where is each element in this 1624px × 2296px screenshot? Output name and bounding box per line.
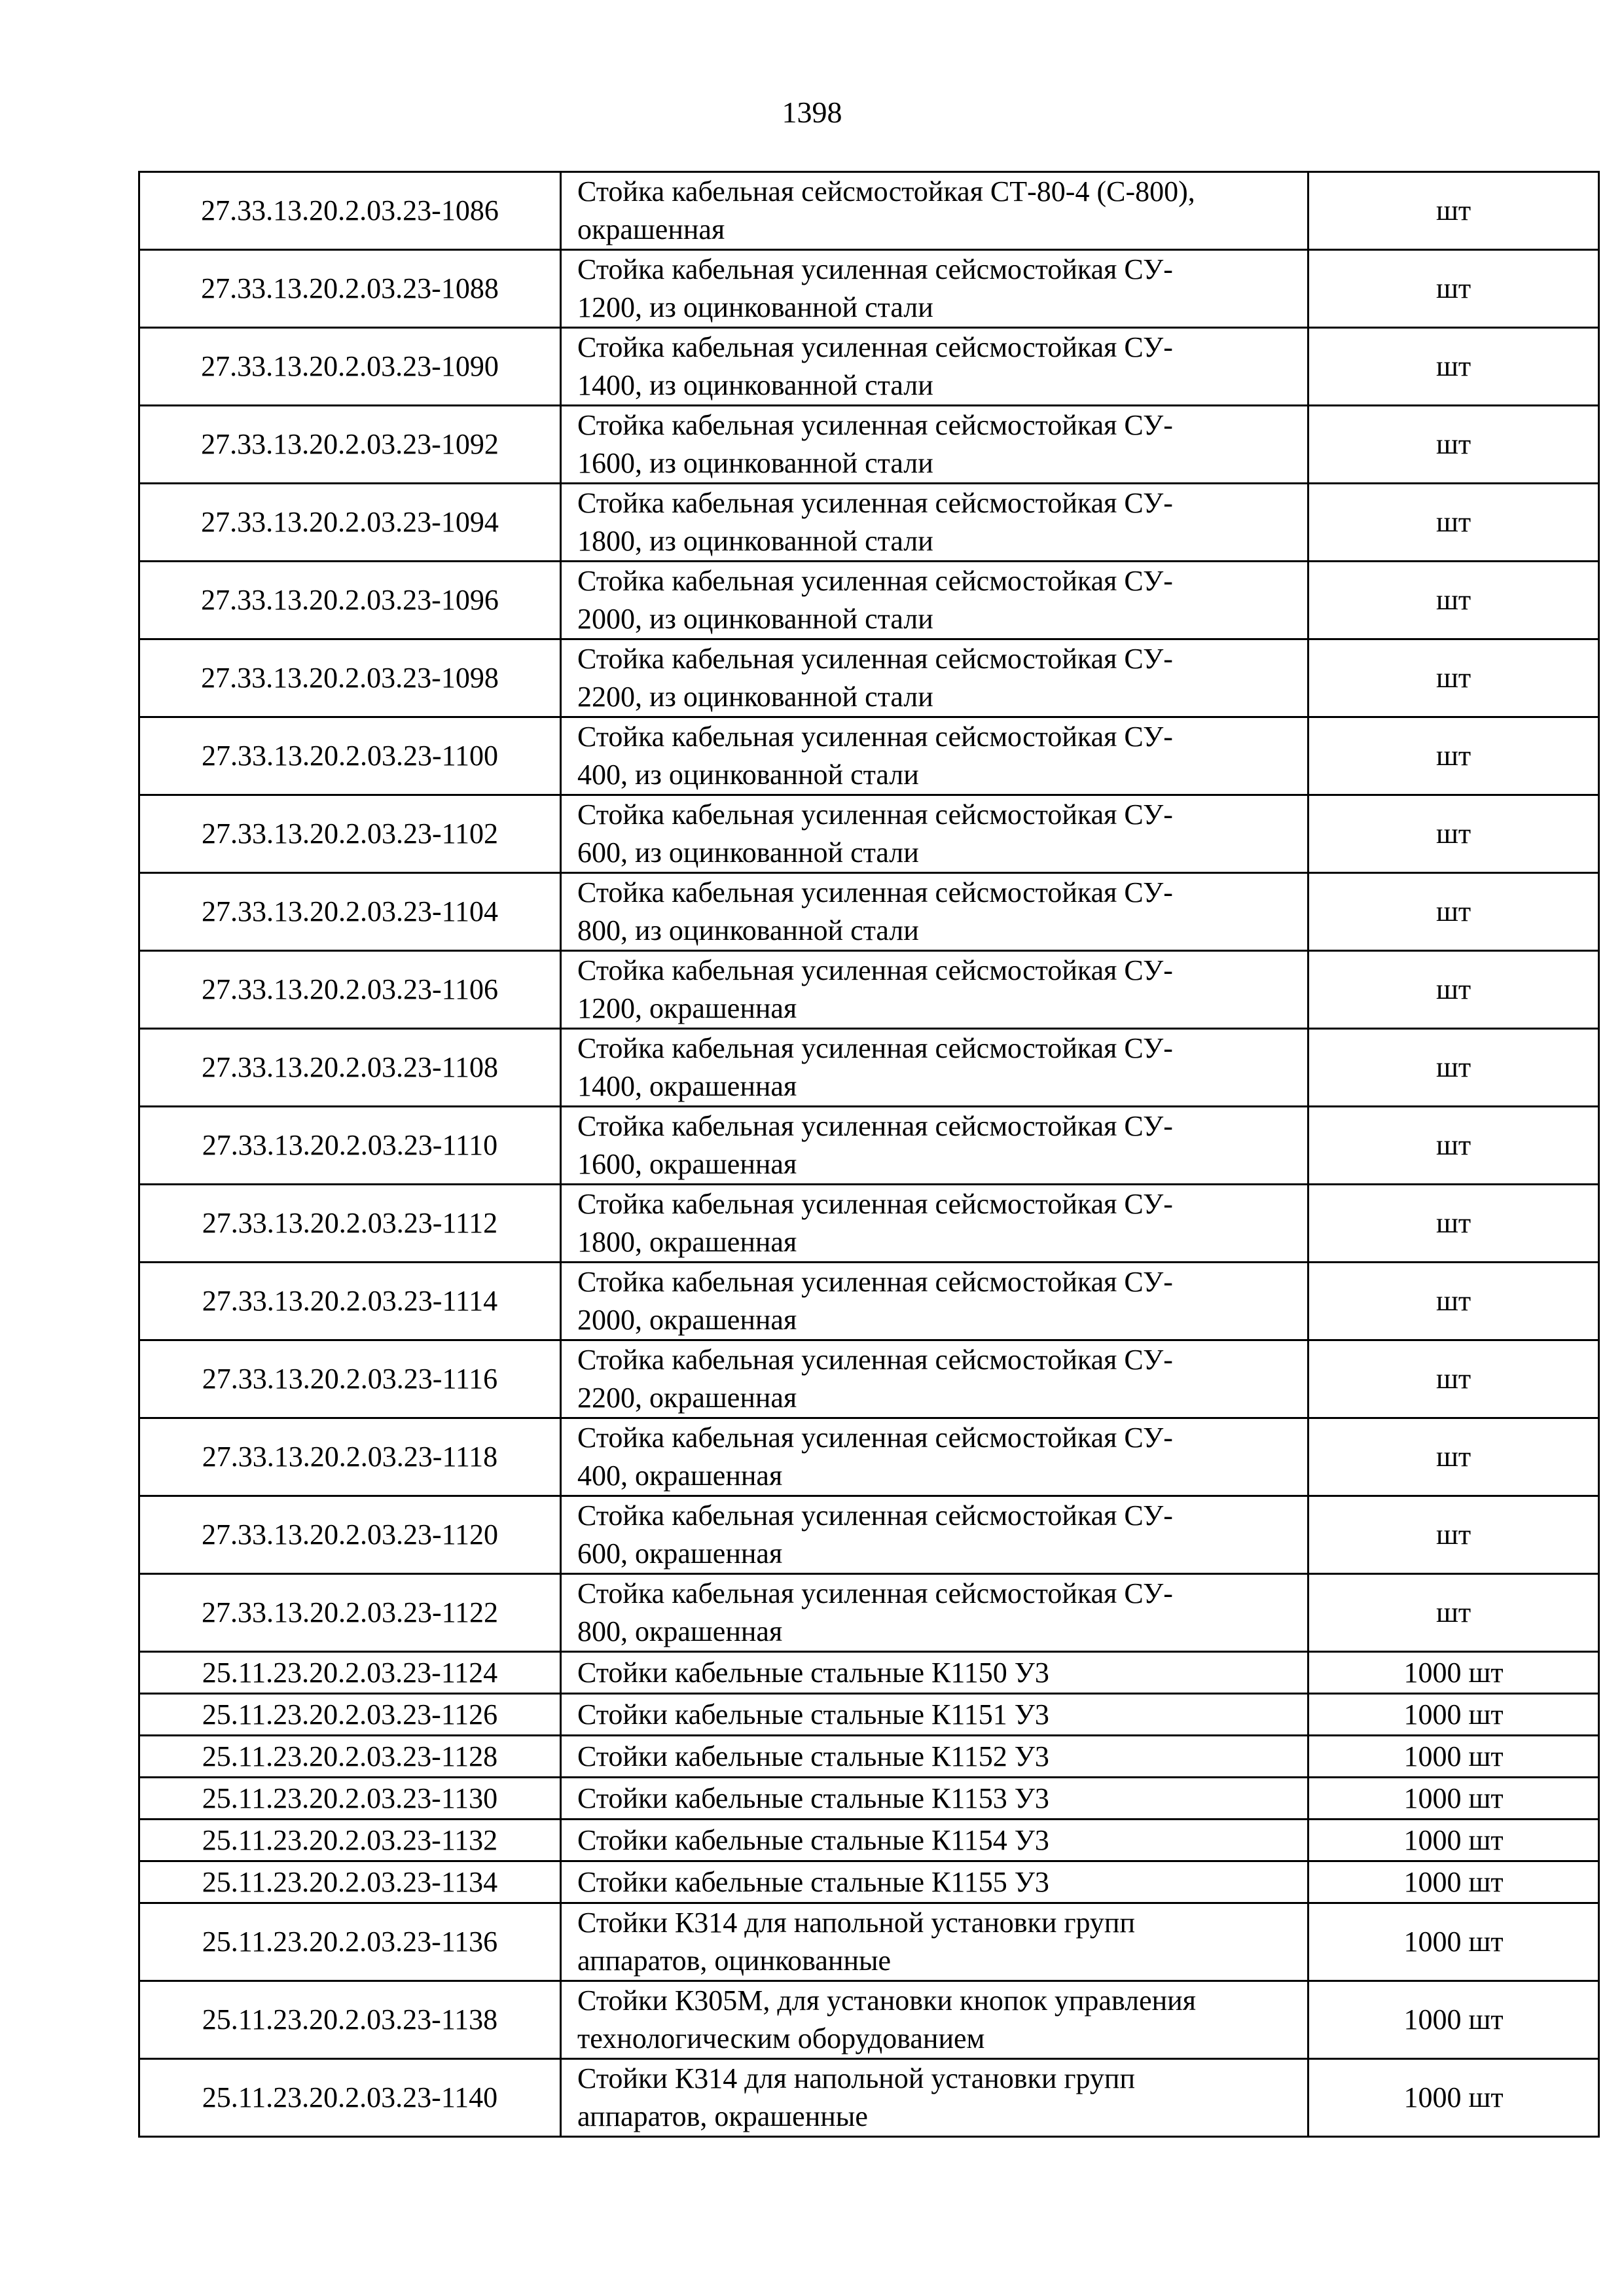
- resource-code: 27.33.13.20.2.03.23-1114: [139, 1263, 561, 1340]
- resource-code: 25.11.23.20.2.03.23-1126: [139, 1694, 561, 1736]
- unit-of-measure: шт: [1308, 1418, 1599, 1496]
- unit-of-measure: шт: [1308, 639, 1599, 717]
- unit-of-measure: 1000 шт: [1308, 1778, 1599, 1820]
- table-row: [139, 1185, 1599, 1263]
- table-row: [139, 562, 1599, 639]
- table-row: [139, 795, 1599, 873]
- resource-name: Стойка кабельная усиленная сейсмостойкая СУ- 1600, из оцинкованной стали: [561, 406, 1308, 484]
- resource-code: 25.11.23.20.2.03.23-1136: [139, 1903, 561, 1981]
- unit-of-measure: шт: [1308, 328, 1599, 406]
- resource-name: Стойки кабельные стальные К1154 У3: [561, 1820, 1308, 1861]
- table-row: [139, 1778, 1599, 1820]
- resource-code: 27.33.13.20.2.03.23-1098: [139, 639, 561, 717]
- table-row: [139, 1694, 1599, 1736]
- resource-code: 27.33.13.20.2.03.23-1110: [139, 1107, 561, 1185]
- resource-code: 27.33.13.20.2.03.23-1088: [139, 250, 561, 328]
- resource-name: Стойка кабельная усиленная сейсмостойкая СУ- 1600, окрашенная: [561, 1107, 1308, 1185]
- unit-of-measure: 1000 шт: [1308, 1903, 1599, 1981]
- table-row: [139, 639, 1599, 717]
- table-row: [139, 1820, 1599, 1861]
- unit-of-measure: 1000 шт: [1308, 1736, 1599, 1778]
- resource-name: Стойка кабельная усиленная сейсмостойкая СУ- 800, из оцинкованной стали: [561, 873, 1308, 951]
- unit-of-measure: шт: [1308, 484, 1599, 562]
- resource-code: 27.33.13.20.2.03.23-1116: [139, 1340, 561, 1418]
- unit-of-measure: шт: [1308, 1574, 1599, 1652]
- resource-name: Стойка кабельная усиленная сейсмостойкая СУ- 600, окрашенная: [561, 1496, 1308, 1574]
- resource-code: 27.33.13.20.2.03.23-1096: [139, 562, 561, 639]
- resource-code: 27.33.13.20.2.03.23-1094: [139, 484, 561, 562]
- resource-code: 27.33.13.20.2.03.23-1092: [139, 406, 561, 484]
- table-row: [139, 717, 1599, 795]
- resource-name: Стойки кабельные стальные К1151 У3: [561, 1694, 1308, 1736]
- table-row: [139, 1861, 1599, 1903]
- resource-name: Стойки кабельные стальные К1155 У3: [561, 1861, 1308, 1903]
- resource-name: Стойки К314 для напольной установки групп аппаратов, окрашенные: [561, 2059, 1308, 2137]
- table-row: [139, 1903, 1599, 1981]
- table-row: [139, 951, 1599, 1029]
- resource-code: 27.33.13.20.2.03.23-1086: [139, 172, 561, 250]
- resource-name: Стойка кабельная усиленная сейсмостойкая СУ- 2200, окрашенная: [561, 1340, 1308, 1418]
- resource-name: Стойка кабельная усиленная сейсмостойкая СУ- 2000, окрашенная: [561, 1263, 1308, 1340]
- table-row: [139, 873, 1599, 951]
- resource-name: Стойка кабельная усиленная сейсмостойкая СУ- 1800, из оцинкованной стали: [561, 484, 1308, 562]
- resource-code: 25.11.23.20.2.03.23-1138: [139, 1981, 561, 2059]
- unit-of-measure: 1000 шт: [1308, 1820, 1599, 1861]
- resource-code: 27.33.13.20.2.03.23-1090: [139, 328, 561, 406]
- resource-name: Стойки кабельные стальные К1152 У3: [561, 1736, 1308, 1778]
- table-row: [139, 1652, 1599, 1694]
- table-row: [139, 1981, 1599, 2059]
- table-row: [139, 1029, 1599, 1107]
- table-row: [139, 1418, 1599, 1496]
- resource-code: 27.33.13.20.2.03.23-1106: [139, 951, 561, 1029]
- unit-of-measure: шт: [1308, 1107, 1599, 1185]
- resource-name: Стойка кабельная усиленная сейсмостойкая СУ- 400, из оцинкованной стали: [561, 717, 1308, 795]
- unit-of-measure: 1000 шт: [1308, 1981, 1599, 2059]
- unit-of-measure: шт: [1308, 1496, 1599, 1574]
- resource-code: 25.11.23.20.2.03.23-1130: [139, 1778, 561, 1820]
- unit-of-measure: шт: [1308, 172, 1599, 250]
- unit-of-measure: 1000 шт: [1308, 1694, 1599, 1736]
- unit-of-measure: шт: [1308, 406, 1599, 484]
- table-row: [139, 1340, 1599, 1418]
- resource-name: Стойки К305М, для установки кнопок управления технологическим оборудованием: [561, 1981, 1308, 2059]
- resource-name: Стойка кабельная усиленная сейсмостойкая СУ- 800, окрашенная: [561, 1574, 1308, 1652]
- unit-of-measure: шт: [1308, 951, 1599, 1029]
- resource-name: Стойки кабельные стальные К1150 У3: [561, 1652, 1308, 1694]
- table-row: [139, 250, 1599, 328]
- resource-name: Стойка кабельная усиленная сейсмостойкая СУ- 2200, из оцинкованной стали: [561, 639, 1308, 717]
- resource-name: Стойка кабельная усиленная сейсмостойкая СУ- 400, окрашенная: [561, 1418, 1308, 1496]
- unit-of-measure: шт: [1308, 250, 1599, 328]
- table-row: [139, 1107, 1599, 1185]
- resource-code: 27.33.13.20.2.03.23-1108: [139, 1029, 561, 1107]
- unit-of-measure: шт: [1308, 873, 1599, 951]
- unit-of-measure: 1000 шт: [1308, 1861, 1599, 1903]
- table-row: [139, 1574, 1599, 1652]
- table-row: [139, 484, 1599, 562]
- resource-name: Стойка кабельная усиленная сейсмостойкая СУ- 1200, из оцинкованной стали: [561, 250, 1308, 328]
- unit-of-measure: шт: [1308, 717, 1599, 795]
- resource-name: Стойки кабельные стальные К1153 У3: [561, 1778, 1308, 1820]
- unit-of-measure: шт: [1308, 1340, 1599, 1418]
- resource-code: 27.33.13.20.2.03.23-1122: [139, 1574, 561, 1652]
- resource-code: 27.33.13.20.2.03.23-1102: [139, 795, 561, 873]
- resource-name: Стойка кабельная усиленная сейсмостойкая СУ- 1200, окрашенная: [561, 951, 1308, 1029]
- resource-code: 27.33.13.20.2.03.23-1100: [139, 717, 561, 795]
- unit-of-measure: шт: [1308, 1029, 1599, 1107]
- unit-of-measure: шт: [1308, 795, 1599, 873]
- resource-name: Стойка кабельная усиленная сейсмостойкая СУ- 1400, из оцинкованной стали: [561, 328, 1308, 406]
- table-row: [139, 1496, 1599, 1574]
- materials-table: [138, 171, 1600, 2138]
- unit-of-measure: шт: [1308, 1185, 1599, 1263]
- unit-of-measure: шт: [1308, 562, 1599, 639]
- resource-code: 27.33.13.20.2.03.23-1112: [139, 1185, 561, 1263]
- resource-name: Стойка кабельная усиленная сейсмостойкая СУ- 1800, окрашенная: [561, 1185, 1308, 1263]
- resource-code: 25.11.23.20.2.03.23-1124: [139, 1652, 561, 1694]
- resource-code: 25.11.23.20.2.03.23-1134: [139, 1861, 561, 1903]
- resource-code: 25.11.23.20.2.03.23-1128: [139, 1736, 561, 1778]
- unit-of-measure: 1000 шт: [1308, 1652, 1599, 1694]
- resource-name: Стойка кабельная усиленная сейсмостойкая СУ- 600, из оцинкованной стали: [561, 795, 1308, 873]
- table-row: [139, 328, 1599, 406]
- resource-code: 25.11.23.20.2.03.23-1140: [139, 2059, 561, 2137]
- resource-name: Стойка кабельная усиленная сейсмостойкая СУ- 1400, окрашенная: [561, 1029, 1308, 1107]
- unit-of-measure: шт: [1308, 1263, 1599, 1340]
- table-row: [139, 1736, 1599, 1778]
- table-row: [139, 1263, 1599, 1340]
- resource-name: Стойка кабельная усиленная сейсмостойкая СУ- 2000, из оцинкованной стали: [561, 562, 1308, 639]
- page-number: 1398: [782, 96, 842, 129]
- resource-name: Стойка кабельная сейсмостойкая СТ-80-4 (С-800), окрашенная: [561, 172, 1308, 250]
- table-row: [139, 2059, 1599, 2137]
- resource-code: 25.11.23.20.2.03.23-1132: [139, 1820, 561, 1861]
- table-row: [139, 406, 1599, 484]
- unit-of-measure: 1000 шт: [1308, 2059, 1599, 2137]
- resource-code: 27.33.13.20.2.03.23-1104: [139, 873, 561, 951]
- resource-name: Стойки К314 для напольной установки групп аппаратов, оцинкованные: [561, 1903, 1308, 1981]
- table-row: [139, 172, 1599, 250]
- resource-code: 27.33.13.20.2.03.23-1118: [139, 1418, 561, 1496]
- resource-code: 27.33.13.20.2.03.23-1120: [139, 1496, 561, 1574]
